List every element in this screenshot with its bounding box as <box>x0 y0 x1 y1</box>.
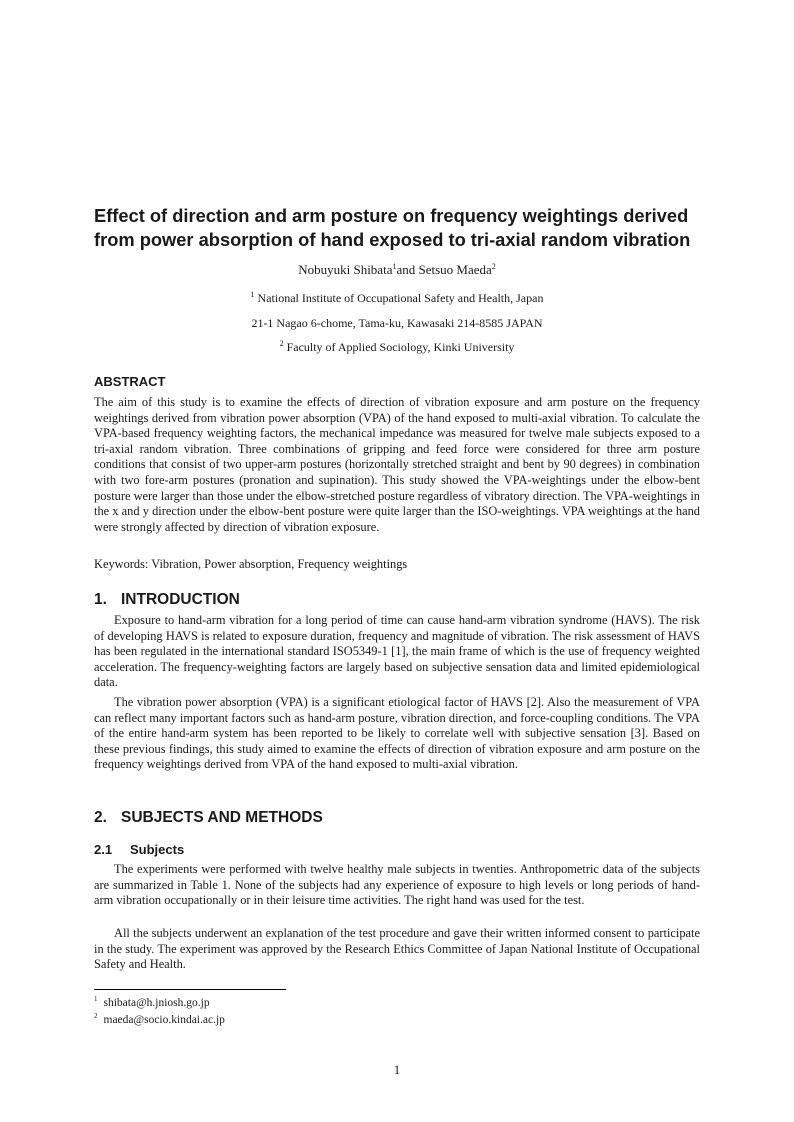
author-line <box>94 262 700 278</box>
section-2-title: SUBJECTS AND METHODS <box>121 809 323 826</box>
section-1-heading <box>94 591 240 609</box>
affiliation-1-mark: 1 <box>250 290 255 299</box>
subsection-2-1-title: Subjects <box>130 842 185 857</box>
footnote-2 <box>94 1013 225 1027</box>
author-2-mark: 2 <box>491 262 496 271</box>
footnote-2-mark: 2 <box>94 1012 98 1020</box>
intro-paragraph-2: The vibration power absorption (VPA) is a significant etiological factor of HAVS [2]. Also the measurement of VPA can reflect many important factors such as hand-arm posture, vibration direction, and force-coupling conditions. The VPA of the entire hand-arm system has been reported to be likely to correlate well with subjective sensation [3]. Based on these previous findings, this study aimed to examine the effects of direction of vibration exposure and arm posture on the frequency weightings derived from VPA of the hand exposed to multi-axial vibration. <box>94 695 700 772</box>
footnote-rule <box>94 989 286 990</box>
subsection-2-1-heading <box>94 842 184 857</box>
subsection-2-1-number: 2.1 <box>94 842 113 857</box>
section-1-title: INTRODUCTION <box>121 591 240 608</box>
paper-title: Effect of direction and arm posture on frequency weightings derived from power absorption of hand exposed to tri-axial random vibration <box>94 205 691 250</box>
subjects-paragraph-1: The experiments were performed with twelve healthy male subjects in twenties. Anthropometric data of the subjects are summarized in Table 1. None of the subjects had any experience of exposure to high levels or long periods of hand-arm vibration occupationally or in their leisure time activities. The right hand was used for the test. <box>94 862 700 908</box>
abstract-body: The aim of this study is to examine the effects of direction of vibration exposure and arm posture on the frequency weightings derived from vibration power absorption (VPA) of the hand exposed to multi-axial vibration. To calculate the VPA-based frequency weighting factors, the mechanical impedance was measured for twelve male subjects exposed to a tri-axial random vibration. Three combinations of gripping and feed force were considered for three arm posture conditions that consist of two upper-arm postures (horizontally stretched straight and bent by 90 degrees) in combination with two fore-arm postures (pronation and supination). This study showed the VPA-weightings under the elbow-bent posture were larger than those under the elbow-stretched posture regardless of vibratory direction. The VPA-weightings in the x and y direction under the elbow-bent posture were quite larger than the ISO-weightings. VPA weightings at the hand were strongly affected by direction of vibration exposure. <box>94 395 700 534</box>
affiliation-address-text: 21-1 Nagao 6-chome, Tama-ku, Kawasaki 214-8585 JAPAN <box>251 316 543 330</box>
intro-paragraph-1: Exposure to hand-arm vibration for a long period of time can cause hand-arm vibration syndrome (HAVS). The risk of developing HAVS is related to exposure duration, frequency and magnitude of vibration. The risk assessment of HAVS has been regulated in the international standard ISO5349-1 [1], the main frame of which is the use of frequency weighted acceleration. The frequency-weighting factors are largely based on subjective sensation data and limited epidemiological data. <box>94 613 700 690</box>
section-2-heading <box>94 809 323 827</box>
keywords: Keywords: Vibration, Power absorption, Frequency weightings <box>94 557 408 571</box>
affiliation-2-text: Faculty of Applied Sociology, Kinki University <box>286 340 515 354</box>
author-connector: and Setsuo Maeda <box>396 262 492 277</box>
footnote-2-text: maeda@socio.kindai.ac.jp <box>103 1014 225 1026</box>
abstract-heading: ABSTRACT <box>94 374 166 389</box>
subjects-paragraph-2: All the subjects underwent an explanation of the test procedure and gave their written informed consent to participate in the study. The experiment was approved by the Research Ethics Committee of Japan National Institute of Occupational Safety and Health. <box>94 926 700 972</box>
page-number: 1 <box>393 1062 401 1077</box>
footnote-1-text: shibata@h.jniosh.go.jp <box>103 997 210 1009</box>
affiliation-1 <box>94 291 700 306</box>
affiliation-1-text: National Institute of Occupational Safety and Health, Japan <box>257 291 544 305</box>
author-1-mark: 1 <box>392 262 397 271</box>
affiliation-2 <box>94 340 700 355</box>
footnote-1-mark: 1 <box>94 995 98 1003</box>
section-1-number: 1. <box>94 591 107 608</box>
section-2-number: 2. <box>94 809 107 826</box>
affiliation-address <box>94 316 700 331</box>
affiliation-2-mark: 2 <box>279 339 284 348</box>
author-1: Nobuyuki Shibata <box>298 262 393 277</box>
footnote-1 <box>94 996 210 1010</box>
